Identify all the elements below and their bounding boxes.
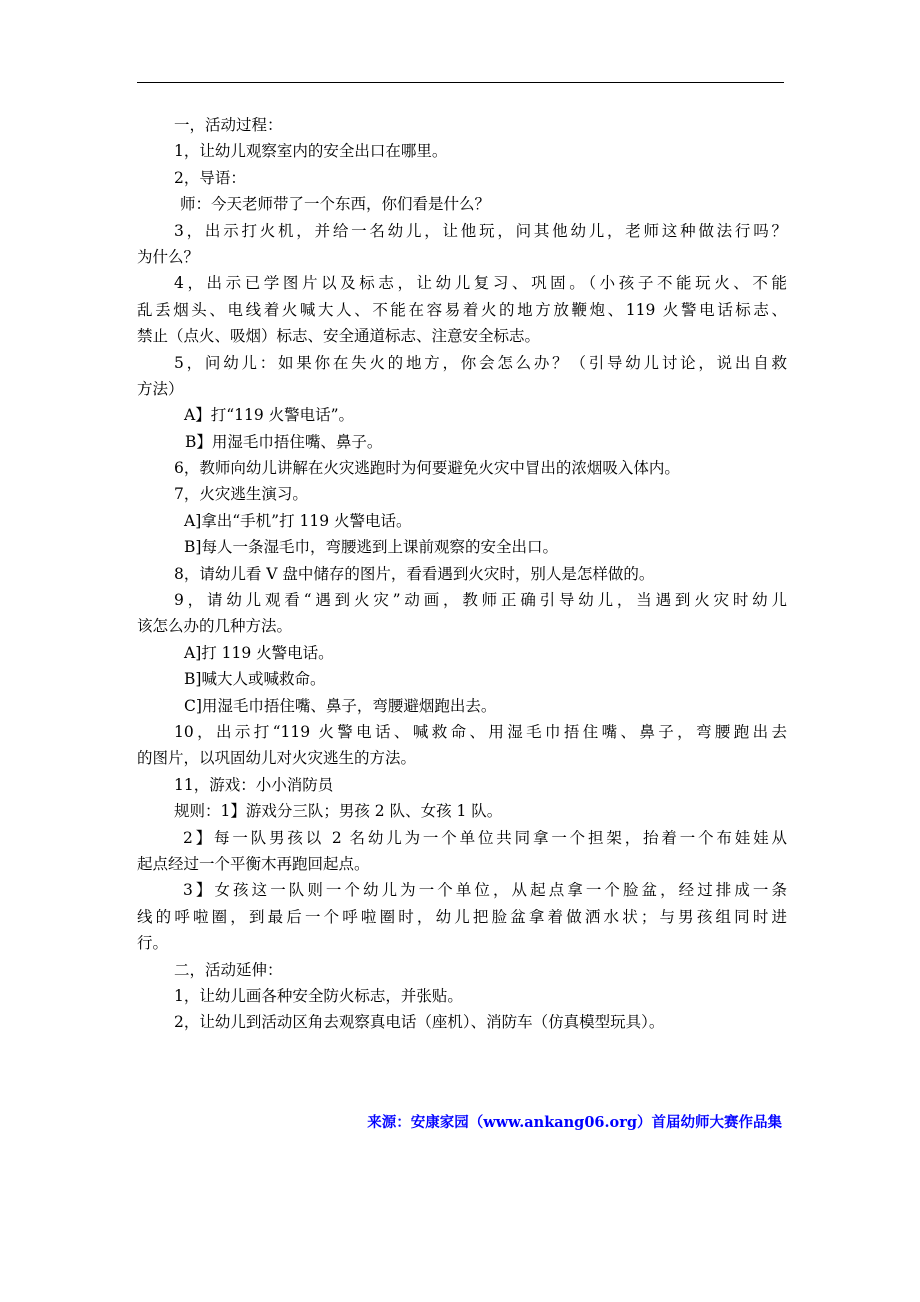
paragraph-line: 为什么？	[137, 247, 200, 266]
header-rule	[137, 82, 784, 83]
paragraph-line: 2】每一队男孩以 2 名幼儿为一个单位共同拿一个担架，抬着一个布娃娃从	[183, 828, 787, 847]
section-heading: 二，活动延伸：	[174, 960, 283, 979]
list-item: B]每人一条湿毛巾，弯腰逃到上课前观察的安全出口。	[184, 538, 558, 557]
paragraph-line: 5，问幼儿：如果你在失火的地方，你会怎么办？（引导幼儿讨论，说出自救	[174, 353, 787, 372]
paragraph-line: 乱丢烟头、电线着火喊大人、不能在容易着火的地方放鞭炮、119 火警电话标志、	[137, 300, 787, 319]
source-footer: 来源：安康家园（www.ankang06.org）首届幼师大赛作品集	[367, 1114, 782, 1131]
paragraph-line: 的图片，以巩固幼儿对火灾逃生的方法。	[137, 749, 417, 768]
paragraph-line: 师：今天老师带了一个东西，你们看是什么？	[180, 195, 491, 214]
paragraph-line: 9，请幼儿观看“遇到火灾”动画，教师正确引导幼儿，当遇到火灾时幼儿	[174, 591, 787, 610]
paragraph-line: 7，火灾逃生演习。	[174, 485, 308, 504]
paragraph-line: 规则：1】游戏分三队；男孩 2 队、女孩 1 队。	[174, 802, 503, 821]
paragraph-line: 禁止（点火、吸烟）标志、安全通道标志、注意安全标志。	[137, 327, 541, 346]
paragraph-line: 1，让幼儿观察室内的安全出口在哪里。	[174, 142, 448, 161]
paragraph-line: 行。	[137, 934, 169, 953]
paragraph-line: 该怎么办的几种方法。	[137, 617, 293, 636]
paragraph-line: 3】女孩这一队则一个幼儿为一个单位，从起点拿一个脸盆，经过排成一条	[183, 881, 787, 900]
paragraph-line: 线的呼啦圈，到最后一个呼啦圈时，幼儿把脸盆拿着做洒水状；与男孩组同时进	[137, 907, 787, 926]
paragraph-line: 4，出示已学图片以及标志，让幼儿复习、巩固。（小孩子不能玩火、不能	[174, 274, 787, 293]
list-item: B】用湿毛巾捂住嘴、鼻子。	[185, 432, 383, 451]
paragraph-line: 方法）	[137, 379, 184, 398]
list-item: B]喊大人或喊救命。	[184, 670, 326, 689]
paragraph-line: 6，教师向幼儿讲解在火灾逃跑时为何要避免火灾中冒出的浓烟吸入体内。	[174, 459, 680, 478]
paragraph-line: 2，让幼儿到活动区角去观察真电话（座机）、消防车（仿真模型玩具）。	[174, 1013, 665, 1032]
paragraph-line: 11，游戏：小小消防员	[174, 775, 334, 794]
list-item: A]打 119 火警电话。	[184, 643, 334, 662]
paragraph-line: 10，出示打“119 火警电话、喊救命、用湿毛巾捂住嘴、鼻子，弯腰跑出去	[174, 722, 787, 741]
list-item: A]拿出“手机”打 119 火警电话。	[184, 511, 412, 530]
list-item: C]用湿毛巾捂住嘴、鼻子，弯腰避烟跑出去。	[184, 696, 497, 715]
paragraph-line: 1，让幼儿画各种安全防火标志，并张贴。	[174, 986, 463, 1005]
document-body	[137, 112, 787, 1036]
list-item: A】打“119 火警电话”。	[184, 406, 355, 425]
paragraph-line: 2，导语：	[174, 168, 246, 187]
paragraph-line: 起点经过一个平衡木再跑回起点。	[137, 854, 370, 873]
paragraph-line: 8，请幼儿看 V 盘中储存的图片，看看遇到火灾时，别人是怎样做的。	[174, 564, 655, 583]
section-heading: 一，活动过程：	[174, 116, 283, 134]
paragraph-line: 3，出示打火机，并给一名幼儿，让他玩，问其他幼儿，老师这种做法行吗？	[174, 221, 787, 240]
